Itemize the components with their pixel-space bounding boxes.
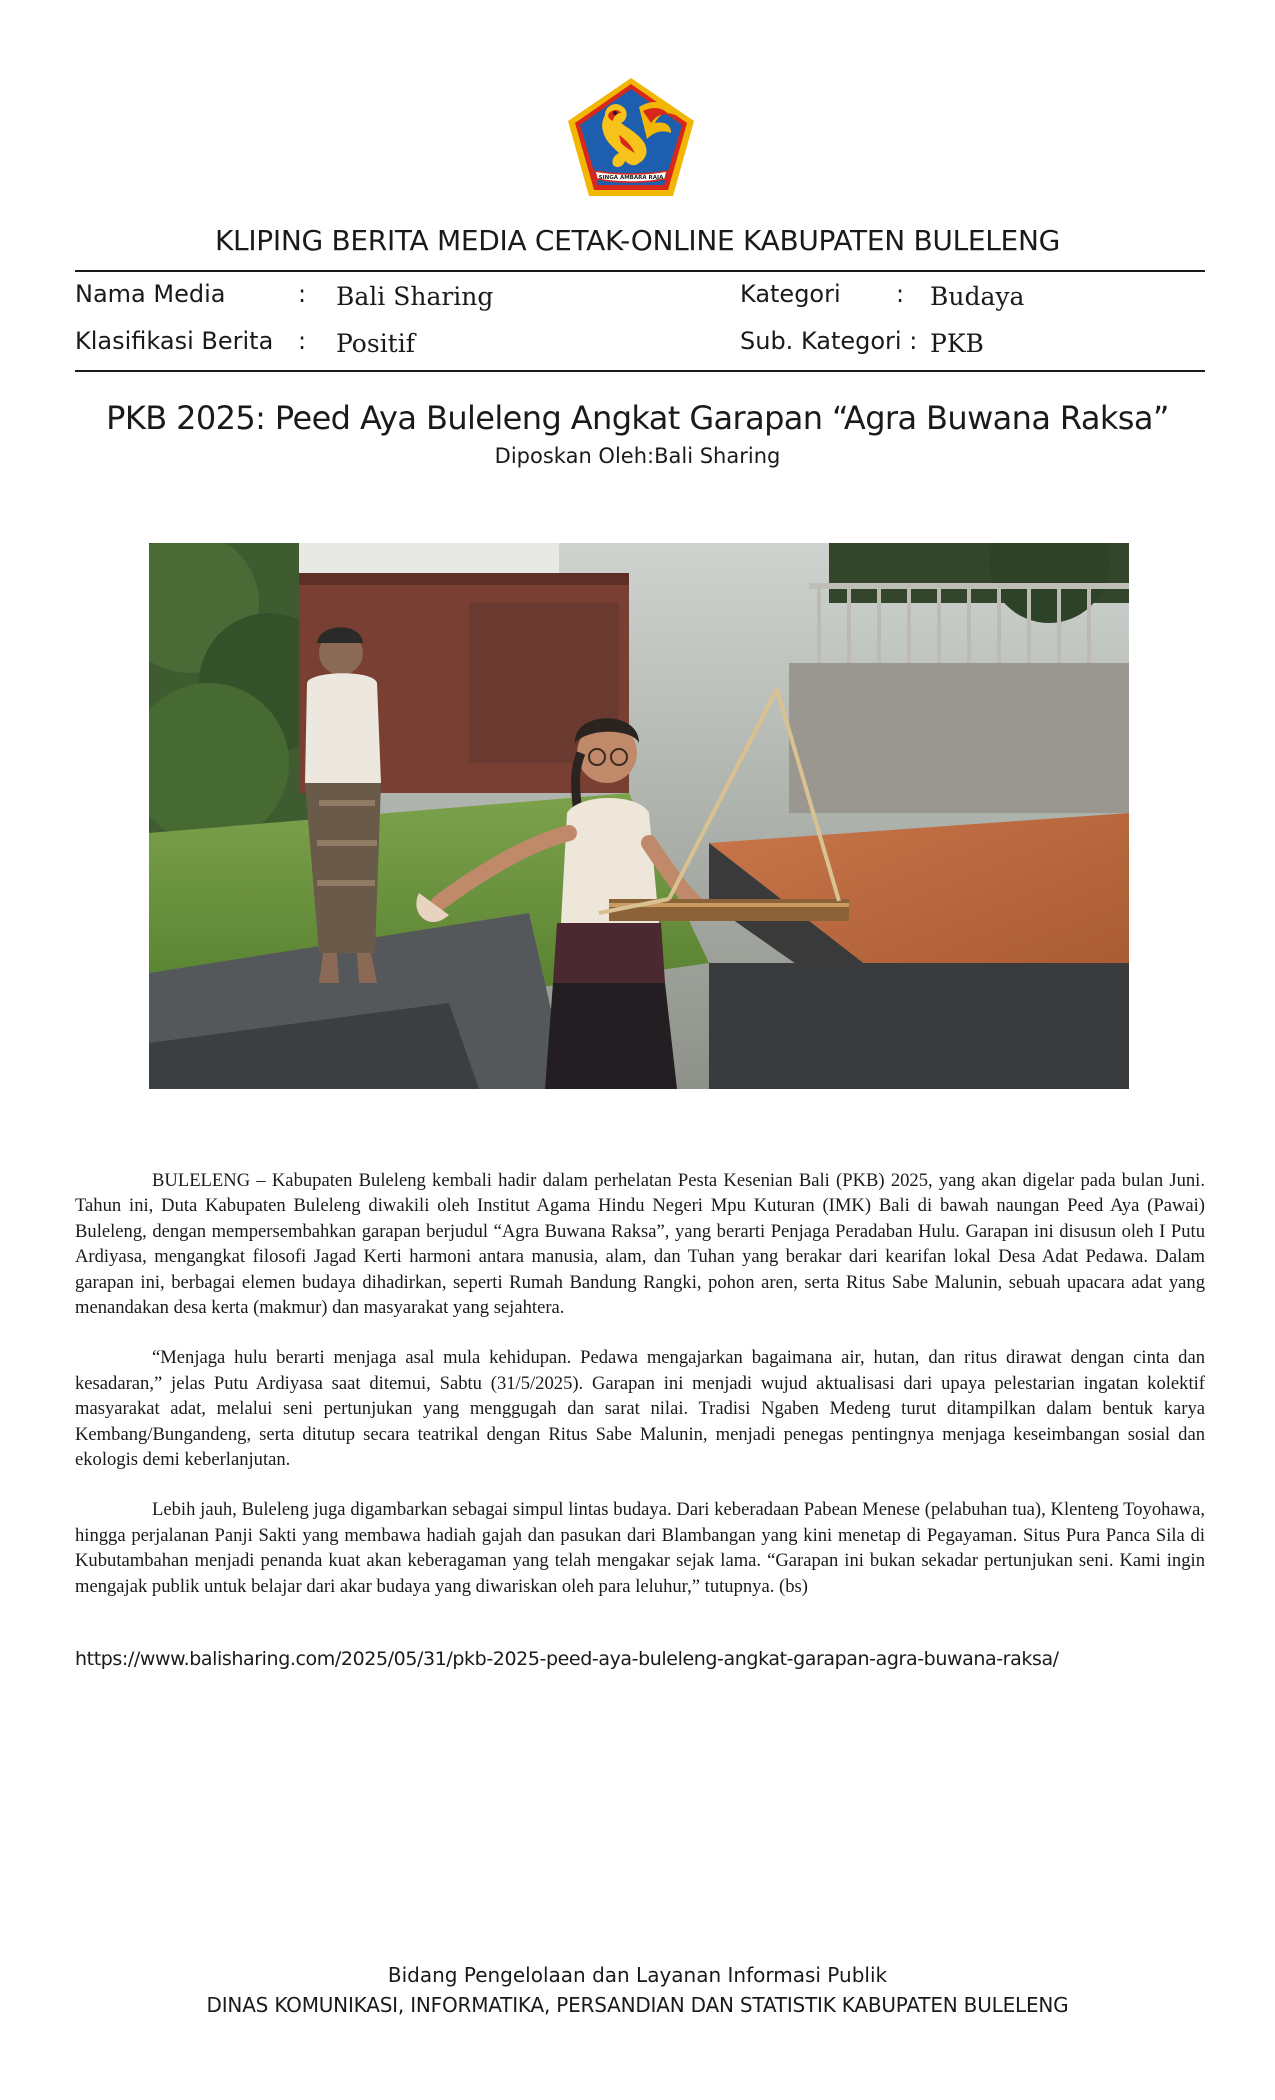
classification-label: Klasifikasi Berita bbox=[75, 327, 274, 355]
footer-division: Bidang Pengelolaan dan Layanan Informasi Publik bbox=[387, 1963, 888, 1987]
source-url: https://www.balisharing.com/2025/05/31/pkb-2025-peed-aya-buleleng-angkat-garapan-agra-buwana-raksa/ bbox=[75, 1648, 1059, 1670]
article-paragraph: Lebih jauh, Buleleng juga digambarkan sebagai simpul lintas budaya. Dari keberadaan Pabean Menese (pelabuhan tua), Klenteng Toyohawa, hingga perjalanan Panji Sakti yang membawa hadiah gajah dan pasukan dari Blambangan yang kini menetap di Pegayaman. Situs Pura Panca Sila di Kubutambahan menjadi penanda kuat akan keberagaman yang telah mengakar sejak lama. “Garapan ini bukan sekadar pertunjukan seni. Kami ingin mengajak publik untuk belajar dari akar budaya yang diwariskan oleh para leluhur,” tutupnya. (bs) bbox=[75, 1499, 1205, 1597]
article-body bbox=[75, 1168, 1205, 1624]
classification-colon: : bbox=[298, 327, 307, 355]
media-name-label: Nama Media bbox=[75, 280, 226, 308]
regency-logo bbox=[565, 75, 697, 199]
logo-motto: SINGA AMBARA RAJA bbox=[598, 175, 664, 181]
category-colon: : bbox=[896, 280, 905, 308]
clipping-header-title: KLIPING BERITA MEDIA CETAK-ONLINE KABUPATEN BULELENG bbox=[214, 224, 1060, 257]
article-paragraph: “Menjaga hulu berarti menjaga asal mula kehidupan. Pedawa mengajarkan bagaimana air, hutan, dan ritus dirawat dengan cinta dan kesadaran,” jelas Putu Ardiyasa saat ditemui, Sabtu (31/5/2025). Garapan ini menjadi wujud aktualisasi dari upaya pelestarian ingatan kolektif masyarakat adat, melalui seni pertunjukan yang menggugah dan sarat nilai. Tradisi Ngaben Medeng turut ditampilkan dalam bentuk karya Kembang/Bungandeng, serta ditutup secara teatrikal dengan Ritus Sabe Malunin, menjadi penegas pentingnya menjaga keseimbangan sosial dan ekologis demi keberlanjutan. bbox=[75, 1347, 1205, 1471]
article-title: PKB 2025: Peed Aya Buleleng Angkat Garapan “Agra Buwana Raksa” bbox=[106, 399, 1169, 437]
classification-value: Positif bbox=[336, 329, 415, 358]
subcategory-label: Sub. Kategori : bbox=[740, 327, 918, 355]
article-photo bbox=[149, 543, 1129, 1089]
media-name-value: Bali Sharing bbox=[336, 282, 494, 311]
article-paragraph: BULELENG – Kabupaten Buleleng kembali hadir dalam perhelatan Pesta Kesenian Bali (PKB) 2025, yang akan digelar pada bulan Juni. Tahun ini, Duta Kabupaten Buleleng diwakili oleh Institut Agama Hindu Negeri Mpu Kuturan (IMK) Bali di bawah naungan Peed Aya (Pawai) Buleleng, dengan mempersembahkan garapan berjudul “Agra Buwana Raksa”, yang berarti Penjaga Peradaban Hulu. Garapan ini disusun oleh I Putu Ardiyasa, mengangkat filosofi Jagad Kerti harmoni antara manusia, alam, dan Tuhan yang berakar dari kearifan lokal Desa Adat Pedawa. Dalam garapan ini, berbagai elemen budaya dihadirkan, seperti Rumah Bandung Rangki, pohon aren, serta Ritus Sabe Malunin, sebuah upacara adat yang menandakan desa kerta (makmur) dan masyarakat yang sejahtera. bbox=[75, 1170, 1205, 1319]
singa-ambara-raja-crest-icon bbox=[565, 75, 697, 199]
header-bottom-divider bbox=[75, 370, 1205, 372]
footer-agency: DINAS KOMUNIKASI, INFORMATIKA, PERSANDIAN DAN STATISTIK KABUPATEN BULELENG bbox=[206, 1993, 1069, 2017]
category-label: Kategori bbox=[740, 280, 841, 308]
header-top-divider bbox=[75, 270, 1205, 272]
article-byline: Diposkan Oleh:Bali Sharing bbox=[494, 444, 781, 468]
subcategory-value: PKB bbox=[930, 329, 984, 358]
category-value: Budaya bbox=[930, 282, 1025, 311]
dancer-photo bbox=[149, 543, 1129, 1089]
media-name-colon: : bbox=[298, 280, 307, 308]
